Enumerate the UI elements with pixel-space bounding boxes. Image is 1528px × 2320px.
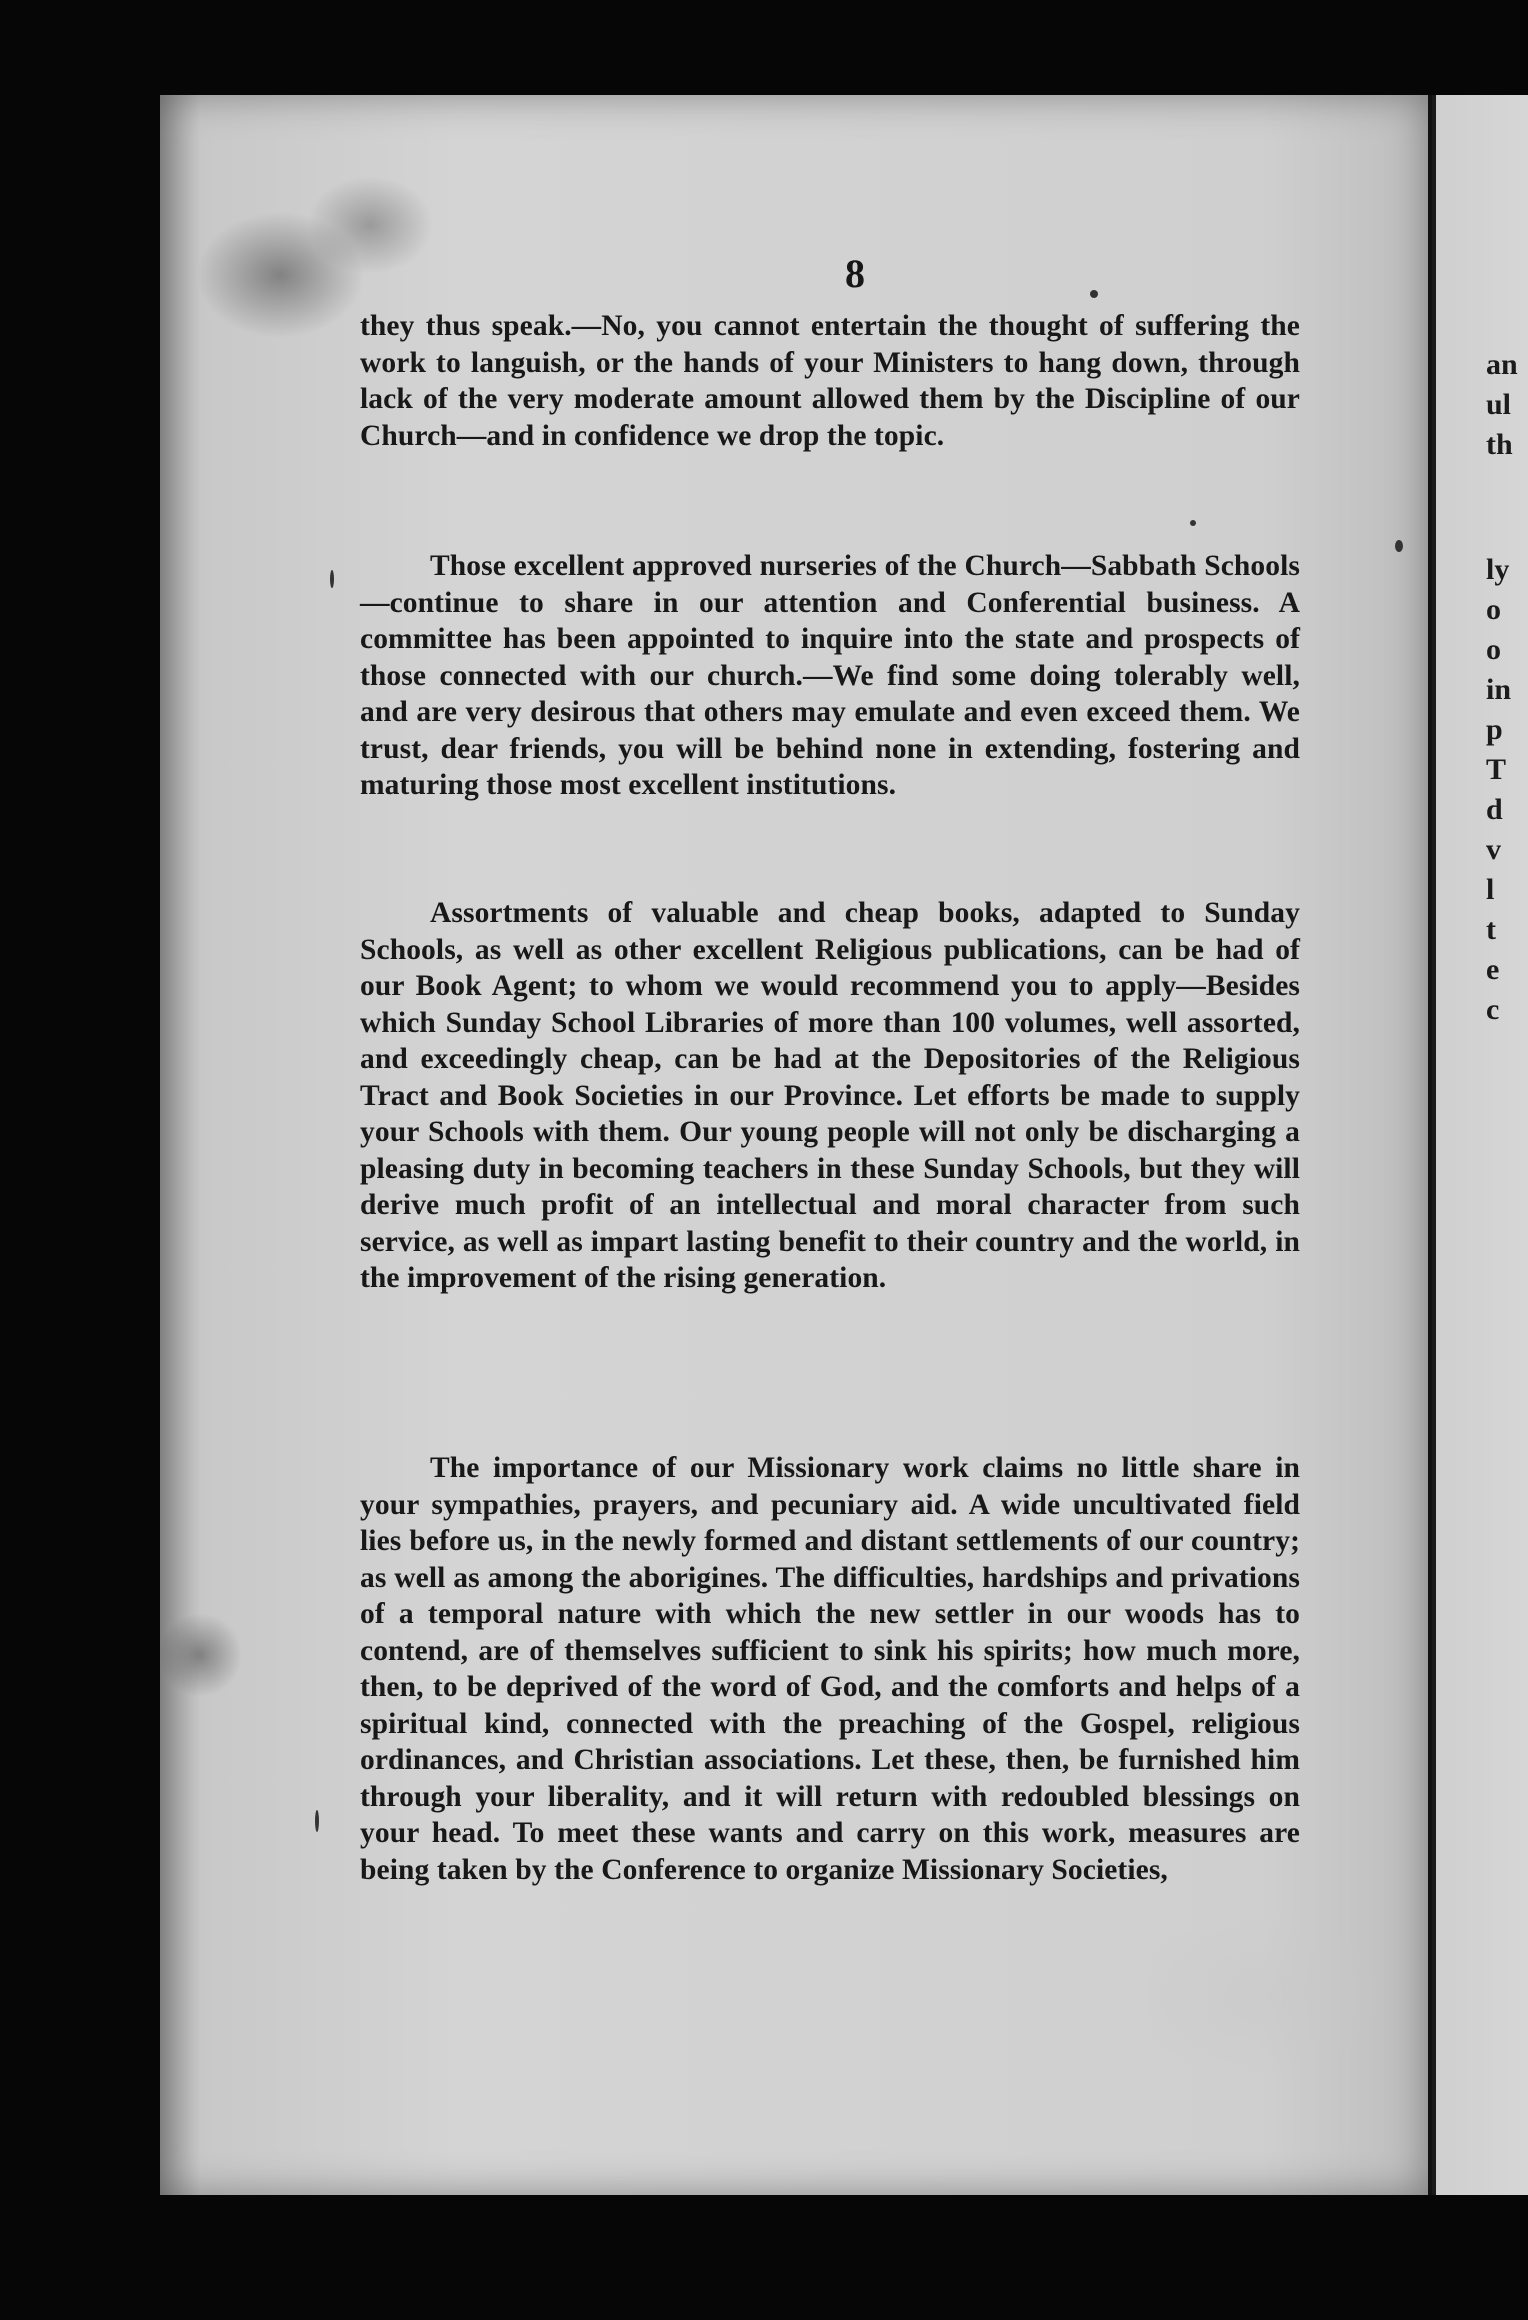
ink-speck	[1395, 540, 1403, 552]
facing-page-fragment: th	[1486, 428, 1513, 461]
facing-page-edge	[1428, 95, 1528, 2195]
facing-page-fragment: t	[1486, 913, 1496, 946]
page-number: 8	[845, 251, 865, 296]
ink-speck	[1190, 520, 1196, 526]
facing-page-fragment: v	[1486, 833, 1501, 866]
facing-page-fragment: o	[1486, 633, 1501, 666]
facing-page-fragment: o	[1486, 593, 1501, 626]
facing-page-fragment: ul	[1486, 388, 1512, 421]
ink-speck	[330, 570, 334, 588]
facing-page-fragment: l	[1486, 873, 1495, 906]
ink-speck	[315, 1810, 319, 1832]
paragraph-book-agent	[360, 895, 1300, 1297]
paragraph-text: Assortments of valuable and cheap books, adapted to Sunday Schools, as well as other excellent Religious publications, can be had of our Book Agent; to whom we would recommend you to apply—Besides which Sunday School Libraries of more than 100 volumes, well assorted, and exceedingly cheap, can be had at the Depositories of the Religious Tract and Book Societies in our Province. Let efforts be made to supply your Schools with them. Our young people will not only be discharging a pleasing duty in becoming teachers in these Sunday Schools, but they will derive much profit of an intellectual and moral character from such service, as well as impart lasting benefit to their country and the world, in the improvement of the rising generation.	[360, 897, 1300, 1294]
ink-speck	[1090, 290, 1098, 298]
facing-page-fragment: ly	[1486, 553, 1510, 586]
paragraph-sabbath-schools	[360, 548, 1300, 804]
facing-page-fragment: e	[1486, 953, 1500, 986]
paragraph-text: they thus speak.—No, you cannot entertain the thought of suffering the work to languish, or the hands of your Ministers to hang down, through lack of the very moderate amount allowed them by the Discipline of our Church—and in confidence we drop the topic.	[360, 310, 1300, 452]
gutter-rule	[1428, 95, 1432, 2195]
facing-page-fragment: in	[1486, 673, 1512, 706]
facing-page-fragment: an	[1486, 348, 1518, 381]
facing-page-fragment: p	[1486, 713, 1503, 746]
paragraph-text: The importance of our Missionary work claims no little share in your sympathies, prayers, and pecuniary aid. A wide uncultivated field lies before us, in the newly formed and distant settlements of our country; as well as among the aborigines. The difficulties, hardships and privations of a temporal nature with which the new settler in our woods has to contend, are of themselves sufficient to sink his spirits; how much more, then, to be deprived of the word of God, and the comforts and helps of a spiritual kind, connected with the preaching of the Gospel, religious ordinances, and Christian associations. Let these, then, be furnished him through your liberality, and it will return with redoubled blessings on your head. To meet these wants and carry on this work, measures are being taken by the Conference to organize Missionary Societies,	[360, 1452, 1300, 1886]
paragraph-missionary-work	[360, 1450, 1300, 1888]
facing-page-fragment: d	[1486, 793, 1503, 826]
facing-page-fragment: c	[1486, 993, 1500, 1026]
paragraph-continuation	[360, 308, 1300, 454]
facing-page-fragment: T	[1486, 753, 1507, 786]
paragraph-text: Those excellent approved nurseries of the Church—Sabbath Schools—continue to share in our attention and Conferential business. A committee has been appointed to inquire into the state and prospects of those connected with our church.—We find some doing tolerably well, and are very desirous that others may emulate and even exceed them. We trust, dear friends, you will be behind none in extending, fostering and maturing those most excellent institutions.	[360, 550, 1300, 801]
